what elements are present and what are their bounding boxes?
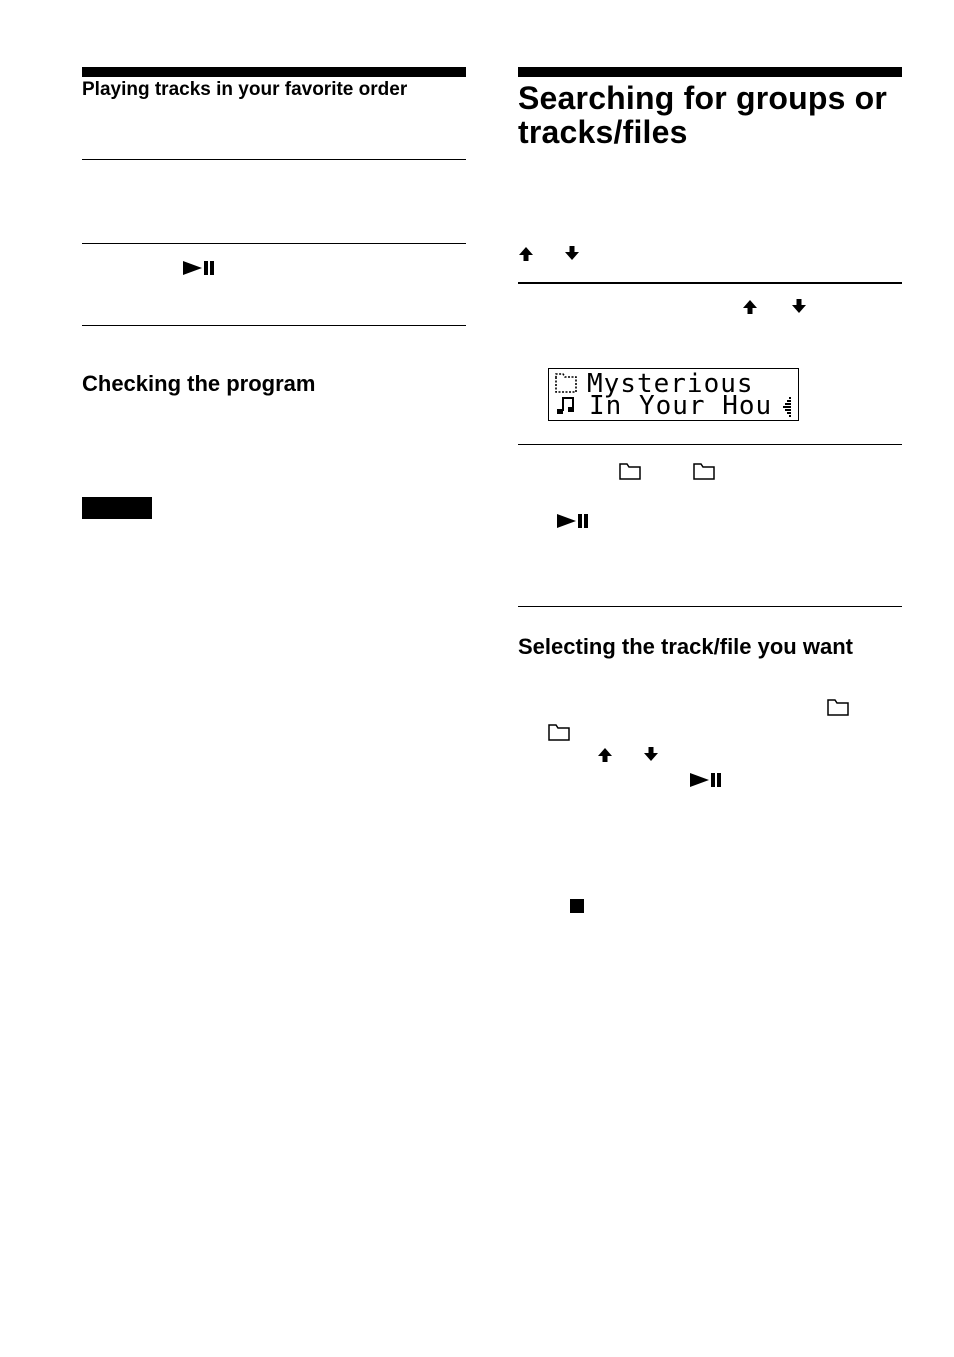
- step-divider-1: [82, 159, 466, 160]
- group-icon: [554, 372, 580, 394]
- group-minus-icon: [619, 463, 641, 481]
- lcd-display: [548, 368, 799, 421]
- stop-icon: [569, 898, 585, 914]
- down-arrow-icon: [643, 746, 659, 762]
- play-pause-icon: [689, 772, 723, 788]
- note-badge: [82, 497, 152, 519]
- scroll-indicator-icon: [781, 397, 793, 417]
- play-pause-icon: [556, 513, 590, 529]
- group-plus-icon: [827, 699, 849, 717]
- up-arrow-icon: [597, 747, 613, 763]
- up-arrow-icon: [742, 299, 758, 315]
- music-note-icon: [554, 395, 580, 417]
- lcd-line-1: Mysterious: [587, 369, 754, 399]
- checking-program-heading: Checking the program: [82, 371, 316, 396]
- section-top-bar-right: [518, 67, 902, 77]
- group-minus-icon: [548, 724, 570, 742]
- lcd-line-2: In Your Hou: [589, 391, 773, 421]
- step-divider-right-3: [518, 606, 902, 607]
- section-top-bar-left: [82, 67, 466, 77]
- down-arrow-icon: [564, 245, 580, 261]
- up-arrow-icon: [518, 246, 534, 262]
- step-divider-right-2: [518, 444, 902, 445]
- group-plus-icon: [693, 463, 715, 481]
- step-divider-2: [82, 243, 466, 244]
- down-arrow-icon: [791, 298, 807, 314]
- step-divider-right-1: [518, 282, 902, 284]
- page-title: Searching for groups or tracks/files: [518, 80, 888, 150]
- selecting-track-heading: Selecting the track/file you want: [518, 634, 853, 659]
- play-pause-icon: [182, 260, 216, 276]
- section-heading-left: Playing tracks in your favorite order: [82, 79, 408, 100]
- step-divider-3: [82, 325, 466, 326]
